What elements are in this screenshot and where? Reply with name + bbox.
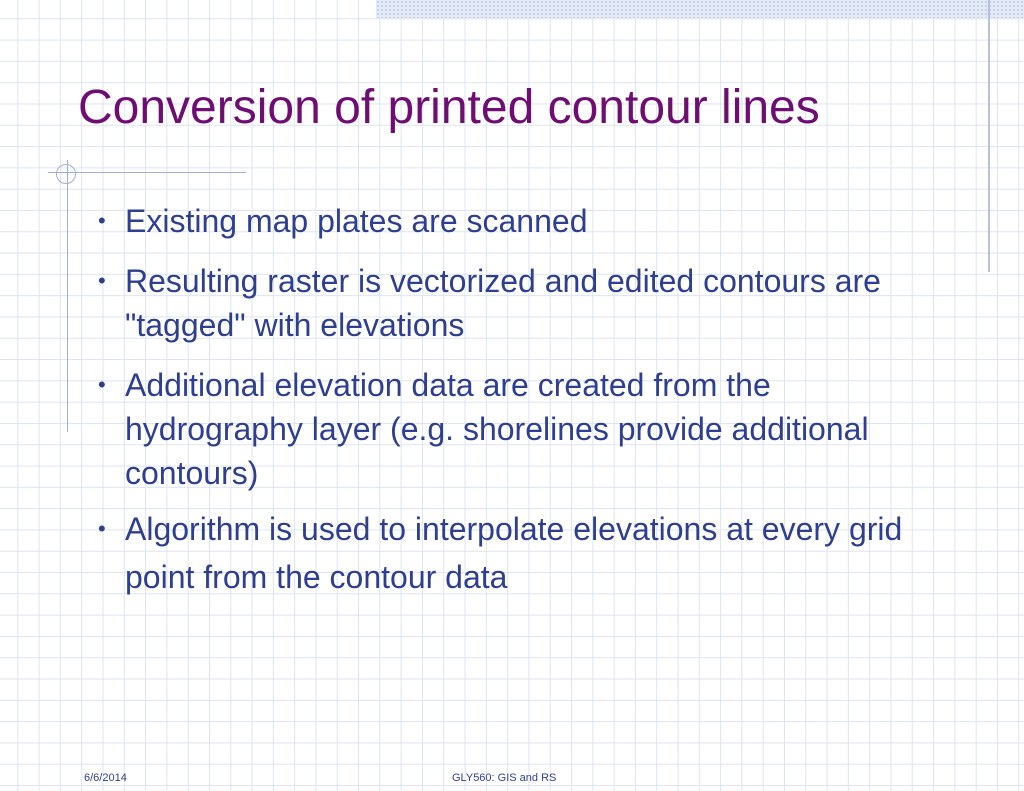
bullet-list [98,199,918,617]
bullet-text: Resulting raster is vectorized and edited contours are "tagged" with elevations [125,263,881,343]
bullet-dot-icon: • [98,208,106,233]
left-vertical-rule [67,160,68,432]
bullet-item [98,199,918,243]
bullet-item [98,363,918,495]
right-vertical-rule [988,0,990,272]
bullet-text: Existing map plates are scanned [125,203,588,239]
bullet-dot-icon: • [98,516,106,541]
slide-title: Conversion of printed contour lines [78,81,820,134]
footer-course-label: GLY560: GIS and RS [452,772,557,784]
bullet-dot-icon: • [98,372,106,397]
bullet-item [98,505,918,601]
bullet-item [98,259,918,347]
bullet-text: Additional elevation data are created from the hydrography layer (e.g. shorelines provide additional contours) [125,367,869,491]
crosshair-circle-icon [56,164,76,184]
footer-date: 6/6/2014 [84,772,127,784]
bullet-text: Algorithm is used to interpolate elevations at every grid point from the contour data [125,511,903,595]
title-underline-rule [48,172,246,173]
bullet-dot-icon: • [98,268,106,293]
top-decorative-band [376,0,1024,18]
